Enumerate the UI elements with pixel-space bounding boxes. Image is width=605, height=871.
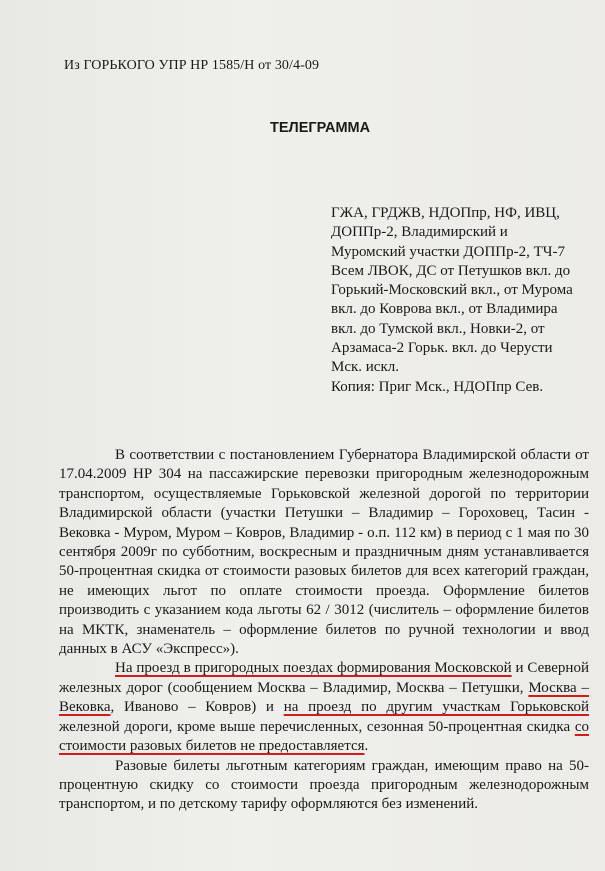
paragraph-text: .: [364, 738, 369, 755]
addressee-line: Арзамаса-2 Горьк. вкл. до Черусти: [331, 340, 553, 357]
underlined-text: со стоимости разовых билетов не предоставляется: [59, 718, 589, 755]
addressee-line: Всем ЛВОК, ДС от Петушков вкл. до: [331, 262, 571, 279]
underlined-text: На проезд в пригородных поездах формирования Московской: [115, 660, 512, 677]
paragraph-text: и Северной железных дорог (сообщением Москва – Владимир, Москва – Петушки,: [59, 660, 589, 696]
addressee-line: вкл. до Коврова вкл., от Владимира: [331, 301, 558, 318]
telegram-header: Из ГОРЬКОГО УПР НР 1585/Н от 30/4-09: [64, 58, 320, 73]
addressee-line: Горький-Московский вкл., от Мурома: [331, 282, 573, 299]
document-title: ТЕЛЕГРАММА: [270, 120, 371, 136]
paragraph-text: , Иваново – Ковров) и: [110, 699, 284, 716]
addressee-line: ДОППр-2, Владимирский и: [331, 224, 508, 241]
underlined-text: Москва – Вековка: [59, 679, 590, 716]
document-body: [59, 446, 589, 815]
copy-line: Копия: Приг Мск., НДОПпр Сев.: [331, 378, 544, 395]
addressee-line: вкл. до Тумской вкл., Новки-2, от: [331, 320, 545, 337]
paragraph-3: Разовые билеты льготным категориям граждан, имеющим право на 50-процентную скидку со стоимости проезда пригородным железнодорожным транспортом, и по детскому тарифу оформляются без изменений.: [59, 757, 589, 813]
addressee-line: ГЖА, ГРДЖВ, НДОПпр, НФ, ИВЦ,: [331, 205, 560, 221]
paragraph-1: В соответствии с постановлением Губернатора Владимирской области от 17.04.2009 НР 304 на пассажирские перевозки пригородным железнодорожным транспортом, осуществляемые Горьковской железной дорогой по территории Владимирской области (участки Петушки – Владимир – Гороховец, Тасин - Вековка - Муром, Муром – Ковров, Владимир - о.п. 112 км) в период с 1 мая по 30 сентября 2009г по субботним, воскресным и праздничным дням устанавливается 50-процентная скидка от стоимости разовых билетов для всех категорий граждан, не имеющих льгот по оплате стоимости проезда. Оформление билетов производить с указанием кода льготы 62 / 3012 (числитель – оформление билетов на МКТК, знаменатель – оформление билетов по ручной технологии и ввод данных в АСУ «Экспресс»).: [59, 447, 589, 658]
paragraph-text: железной дороги, кроме выше перечисленных, сезонная 50-процентная скидка: [59, 718, 575, 735]
addressee-block: [331, 204, 593, 397]
addressee-line: Муромский участки ДОППр-2, ТЧ-7: [331, 243, 566, 260]
underlined-text: на проезд по другим участкам Горьковской: [283, 699, 589, 716]
addressee-line: Мск. искл.: [331, 359, 399, 376]
paragraph-2: [59, 659, 589, 756]
